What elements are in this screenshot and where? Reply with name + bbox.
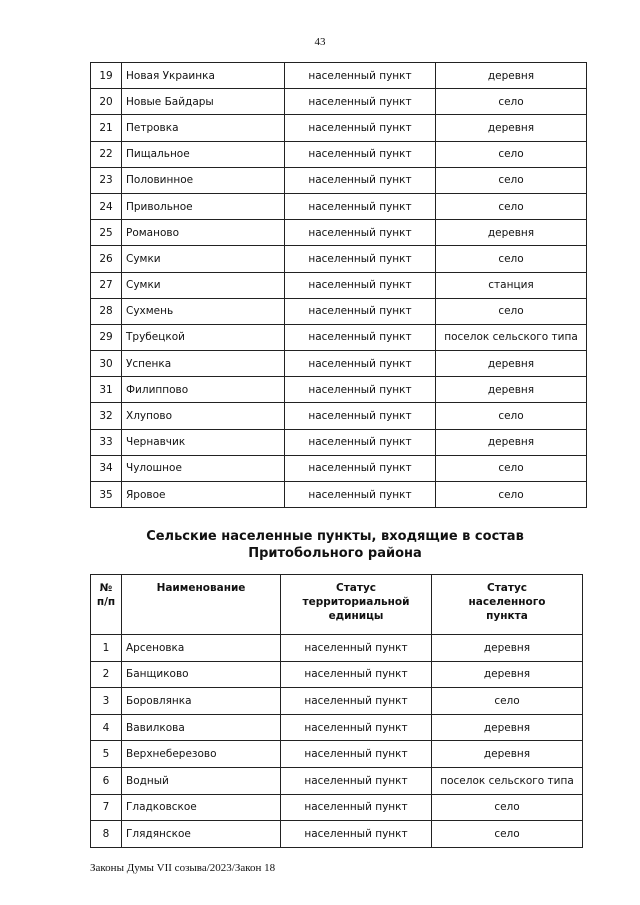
table-row	[91, 821, 583, 848]
settlement-name: Сумки	[122, 246, 285, 272]
row-number: 28	[91, 298, 122, 324]
page-number: 43	[314, 36, 326, 48]
row-number: 30	[91, 351, 122, 377]
unit-status: населенный пункт	[285, 377, 436, 403]
unit-status: населенный пункт	[285, 429, 436, 455]
table-row	[91, 89, 587, 115]
table-row	[91, 741, 583, 768]
header-type-line3: пункта	[486, 610, 528, 622]
unit-status: населенный пункт	[285, 324, 436, 350]
unit-status: населенный пункт	[281, 661, 432, 688]
settlement-name: Филиппово	[122, 377, 285, 403]
settlement-name: Хлупово	[122, 403, 285, 429]
unit-status: населенный пункт	[281, 741, 432, 768]
settlement-type: село	[436, 482, 587, 508]
settlement-name: Банщиково	[122, 661, 281, 688]
settlement-type: деревня	[432, 635, 583, 662]
header-unit-line1: Статус	[335, 582, 377, 594]
row-number: 35	[91, 482, 122, 508]
settlement-name: Успенка	[122, 351, 285, 377]
row-number: 21	[91, 115, 122, 141]
table-row	[91, 794, 583, 821]
header-type-line1: Статус	[486, 582, 528, 594]
unit-status: населенный пункт	[285, 220, 436, 246]
settlement-type: деревня	[436, 63, 587, 89]
settlement-type: деревня	[432, 661, 583, 688]
settlement-type: поселок сельского типа	[436, 324, 587, 350]
table-row	[91, 351, 587, 377]
settlement-name: Арсеновка	[122, 635, 281, 662]
table-row	[91, 429, 587, 455]
settlement-type: деревня	[436, 220, 587, 246]
header-num-line2: п/п	[96, 596, 116, 608]
unit-status: населенный пункт	[285, 193, 436, 219]
section-title-line1: Сельские населенные пункты, входящие в состав	[146, 529, 524, 544]
settlement-type: поселок сельского типа	[432, 767, 583, 794]
table-row	[91, 482, 587, 508]
table-row	[91, 377, 587, 403]
header-unit-line3: единицы	[328, 610, 384, 622]
unit-status: населенный пункт	[281, 688, 432, 715]
row-number: 33	[91, 429, 122, 455]
table-row	[91, 635, 583, 662]
settlement-name: Вавилкова	[122, 714, 281, 741]
header-num-line1: №	[99, 582, 113, 594]
table-row	[91, 115, 587, 141]
table1-body	[91, 63, 587, 508]
unit-status: населенный пункт	[281, 821, 432, 848]
pritobolny-settlements-table	[90, 574, 583, 848]
row-number: 19	[91, 63, 122, 89]
table-row	[91, 324, 587, 350]
settlement-type: село	[436, 403, 587, 429]
section-title	[90, 528, 580, 562]
unit-status: населенный пункт	[285, 272, 436, 298]
settlement-name: Половинное	[122, 167, 285, 193]
settlement-name: Новая Украинка	[122, 63, 285, 89]
unit-status: населенный пункт	[285, 115, 436, 141]
settlement-type: село	[432, 794, 583, 821]
table-row	[91, 246, 587, 272]
header-name: Наименование	[122, 575, 281, 635]
table-row	[91, 403, 587, 429]
settlement-name: Чулошное	[122, 455, 285, 481]
settlement-name: Гладковское	[122, 794, 281, 821]
unit-status: населенный пункт	[281, 714, 432, 741]
unit-status: населенный пункт	[285, 403, 436, 429]
unit-status: населенный пункт	[281, 635, 432, 662]
unit-status: населенный пункт	[285, 89, 436, 115]
row-number: 34	[91, 455, 122, 481]
settlement-name: Чернавчик	[122, 429, 285, 455]
unit-status: населенный пункт	[285, 482, 436, 508]
row-number: 7	[91, 794, 122, 821]
row-number: 22	[91, 141, 122, 167]
settlement-type: село	[432, 688, 583, 715]
settlement-name: Трубецкой	[122, 324, 285, 350]
header-num	[91, 575, 122, 635]
settlement-type: деревня	[436, 377, 587, 403]
settlement-name: Сухмень	[122, 298, 285, 324]
row-number: 8	[91, 821, 122, 848]
table-row	[91, 167, 587, 193]
table-row	[91, 767, 583, 794]
unit-status: населенный пункт	[285, 455, 436, 481]
settlement-type: деревня	[436, 115, 587, 141]
table-row	[91, 141, 587, 167]
row-number: 6	[91, 767, 122, 794]
header-row	[91, 575, 583, 635]
settlement-name: Водный	[122, 767, 281, 794]
table2-body	[91, 635, 583, 848]
unit-status: населенный пункт	[285, 298, 436, 324]
unit-status: населенный пункт	[281, 794, 432, 821]
unit-status: населенный пункт	[285, 167, 436, 193]
table-row	[91, 193, 587, 219]
row-number: 4	[91, 714, 122, 741]
settlement-type: село	[436, 246, 587, 272]
row-number: 32	[91, 403, 122, 429]
settlement-name: Глядянское	[122, 821, 281, 848]
header-settlement-status	[432, 575, 583, 635]
settlement-name: Привольное	[122, 193, 285, 219]
settlement-name: Боровлянка	[122, 688, 281, 715]
settlement-name: Верхнеберезово	[122, 741, 281, 768]
unit-status: населенный пункт	[285, 351, 436, 377]
settlement-type: деревня	[432, 741, 583, 768]
settlement-name: Петровка	[122, 115, 285, 141]
settlement-name: Романово	[122, 220, 285, 246]
settlement-type: село	[436, 141, 587, 167]
row-number: 23	[91, 167, 122, 193]
unit-status: населенный пункт	[285, 141, 436, 167]
settlements-table-continued	[90, 62, 587, 508]
settlement-type: село	[436, 167, 587, 193]
header-type-line2: населенного	[468, 596, 546, 608]
row-number: 1	[91, 635, 122, 662]
settlement-type: станция	[436, 272, 587, 298]
row-number: 29	[91, 324, 122, 350]
unit-status: населенный пункт	[285, 63, 436, 89]
settlement-type: деревня	[436, 351, 587, 377]
table-row	[91, 63, 587, 89]
table-row	[91, 714, 583, 741]
table-row	[91, 661, 583, 688]
row-number: 2	[91, 661, 122, 688]
header-unit-status	[281, 575, 432, 635]
settlement-type: село	[436, 89, 587, 115]
table-row	[91, 272, 587, 298]
settlement-type: село	[436, 455, 587, 481]
row-number: 5	[91, 741, 122, 768]
row-number: 31	[91, 377, 122, 403]
unit-status: населенный пункт	[285, 246, 436, 272]
settlement-name: Яровое	[122, 482, 285, 508]
unit-status: населенный пункт	[281, 767, 432, 794]
row-number: 20	[91, 89, 122, 115]
table-row	[91, 688, 583, 715]
settlement-type: деревня	[436, 429, 587, 455]
table2-header	[91, 575, 583, 635]
header-unit-line2: территориальной	[302, 596, 410, 608]
table-row	[91, 298, 587, 324]
row-number: 26	[91, 246, 122, 272]
row-number: 27	[91, 272, 122, 298]
row-number: 25	[91, 220, 122, 246]
settlement-name: Сумки	[122, 272, 285, 298]
table-row	[91, 220, 587, 246]
settlement-name: Новые Байдары	[122, 89, 285, 115]
row-number: 24	[91, 193, 122, 219]
settlement-name: Пищальное	[122, 141, 285, 167]
row-number: 3	[91, 688, 122, 715]
footer-reference: Законы Думы VII созыва/2023/Закон 18	[90, 862, 276, 874]
settlement-type: село	[436, 298, 587, 324]
settlement-type: село	[436, 193, 587, 219]
settlement-type: село	[432, 821, 583, 848]
table-row	[91, 455, 587, 481]
section-title-line2: Притобольного района	[248, 546, 422, 561]
settlement-type: деревня	[432, 714, 583, 741]
